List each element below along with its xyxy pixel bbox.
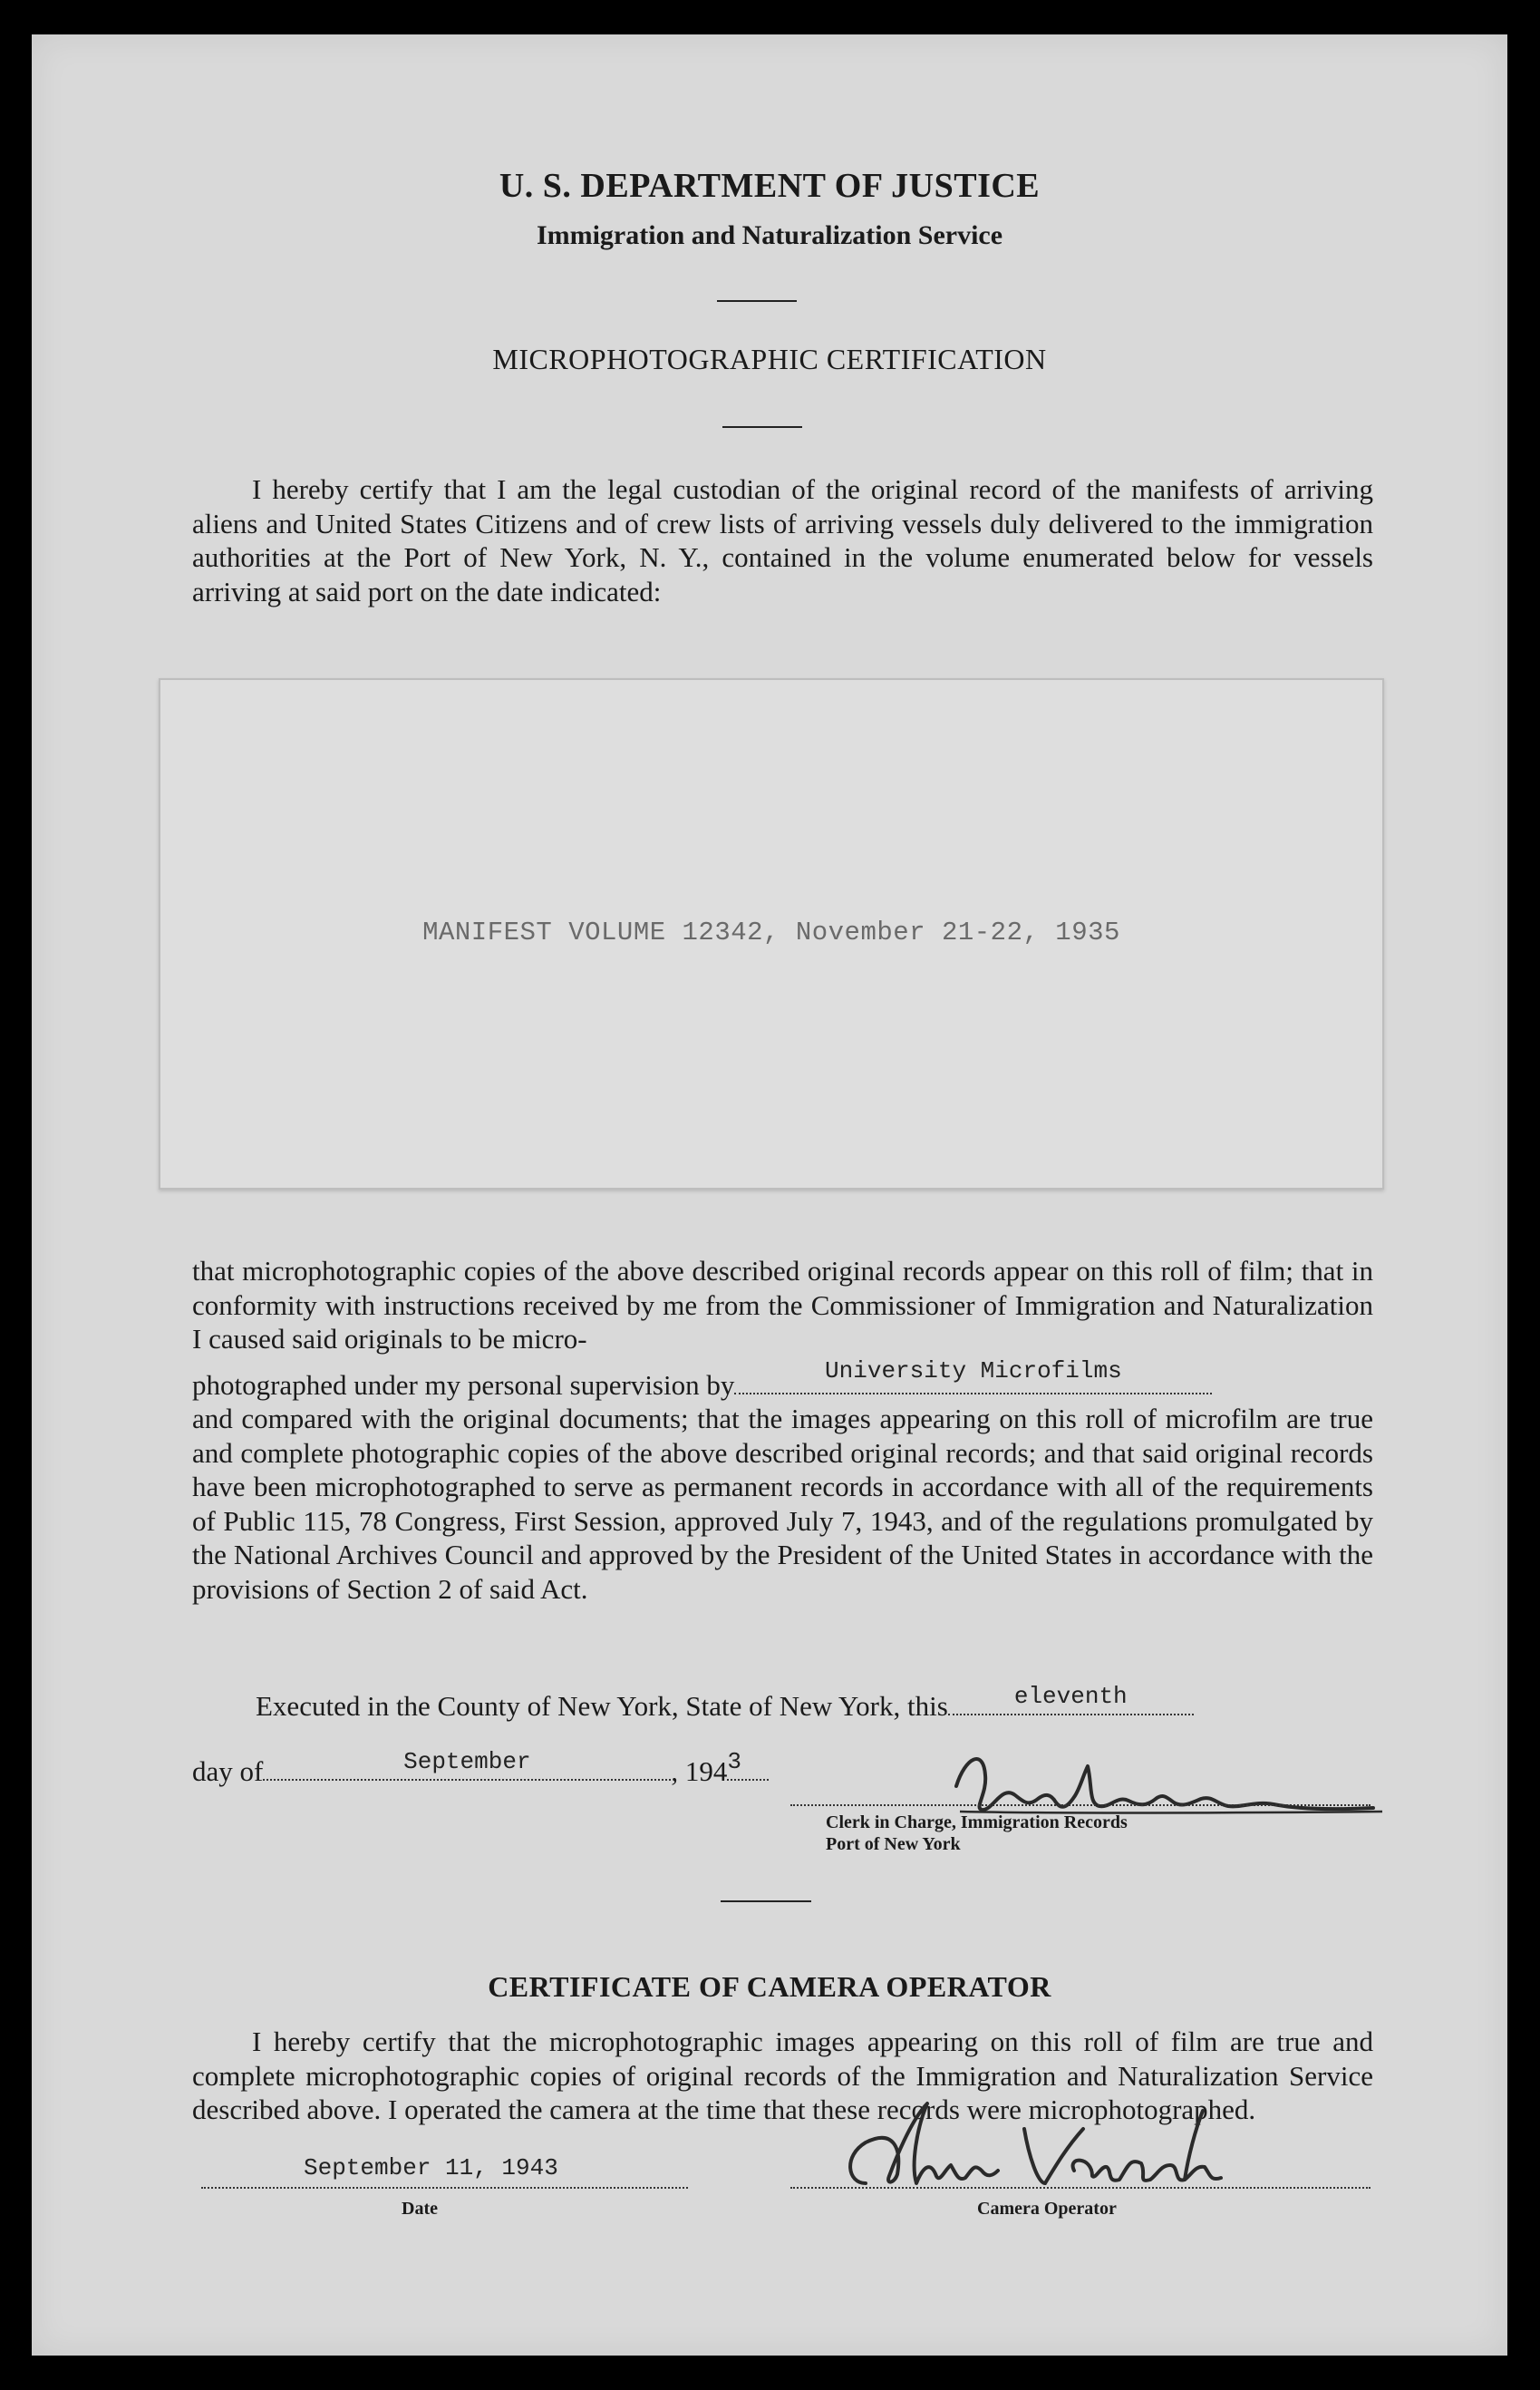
year-prefix: , 194 (671, 1755, 728, 1787)
body-paragraph (192, 1254, 1373, 1606)
camera-operator-label: Camera Operator (977, 2199, 1117, 2219)
record-box (159, 678, 1384, 1190)
day-of-line (192, 1748, 769, 1788)
year-field (727, 1748, 769, 1781)
photographer-field (734, 1357, 1212, 1394)
intro-paragraph-text: I hereby certify that I am the legal custodian of the original record of the manifests of arriving aliens and United States Citizens and of crew lists of arriving vessels duly delivered to the immigration authorities at the Port of New York, N. Y., contained in the volume enumerated below for vessels arriving at said port on the date indicated: (192, 473, 1373, 607)
department-title: U. S. DEPARTMENT OF JUSTICE (499, 167, 1041, 205)
day-field (948, 1683, 1194, 1715)
date-value: September 11, 1943 (304, 2154, 558, 2181)
day-of-label: day of (192, 1755, 264, 1787)
photographed-line (192, 1357, 1373, 1403)
service-subtitle: Immigration and Naturalization Service (536, 220, 1003, 250)
body-line1: that microphotographic copies of the above described original records appear on this roll of film; that in conformity with instructions received by me from the Commissioner of Immigration and Naturalization I caused said originals to be micro- (192, 1255, 1373, 1355)
camera-operator-heading: CERTIFICATE OF CAMERA OPERATOR (488, 1970, 1051, 2003)
camera-operator-signature-line (790, 2185, 1371, 2189)
camera-operator-text: I hereby certify that the microphotographic images appearing on this roll of film are true and complete microphotographic copies of original records of the Immigration and Naturalization Service described above. I operated the camera at the time that these records were microphotographed. (192, 2026, 1373, 2125)
day-value: eleventh (1013, 1683, 1128, 1710)
year-value: 3 (727, 1748, 741, 1775)
divider-top (717, 300, 797, 302)
body-rest: and compared with the original documents; that the images appearing on this roll of microfilm are true and complete photographic copies of the above described original records; and that said original records have been microphotographed to serve as permanent records in accordance with all of the requirements of Public 115, 78 Congress, First Session, approved July 7, 1943, and of the regulations promulgated by the National Archives Council and approved by the President of the United States in accordance with the provisions of Section 2 of said Act. (192, 1403, 1373, 1605)
manifest-volume-text: MANIFEST VOLUME 12342, November 21-22, 1935 (422, 918, 1120, 947)
month-field (263, 1748, 671, 1781)
executed-line (256, 1683, 1194, 1723)
photographed-prefix: photographed under my personal supervision by (192, 1368, 735, 1401)
divider-below-heading (722, 426, 802, 428)
date-signature-line (201, 2185, 688, 2189)
divider-middle (721, 1900, 811, 1902)
clerk-title-line2: Port of New York (826, 1834, 961, 1854)
photographer-value: University Microfilms (825, 1357, 1122, 1384)
clerk-signature-line (790, 1802, 1371, 1806)
executed-prefix: Executed in the County of New York, State of New York, this (256, 1690, 948, 1722)
clerk-title-line1: Clerk in Charge, Immigration Records (826, 1812, 1128, 1832)
certification-heading: MICROPHOTOGRAPHIC CERTIFICATION (492, 343, 1047, 375)
intro-paragraph (192, 472, 1373, 608)
document-page (32, 34, 1507, 2356)
date-label: Date (402, 2199, 438, 2219)
clerk-title (826, 1812, 1128, 1855)
month-value: September (403, 1748, 531, 1775)
